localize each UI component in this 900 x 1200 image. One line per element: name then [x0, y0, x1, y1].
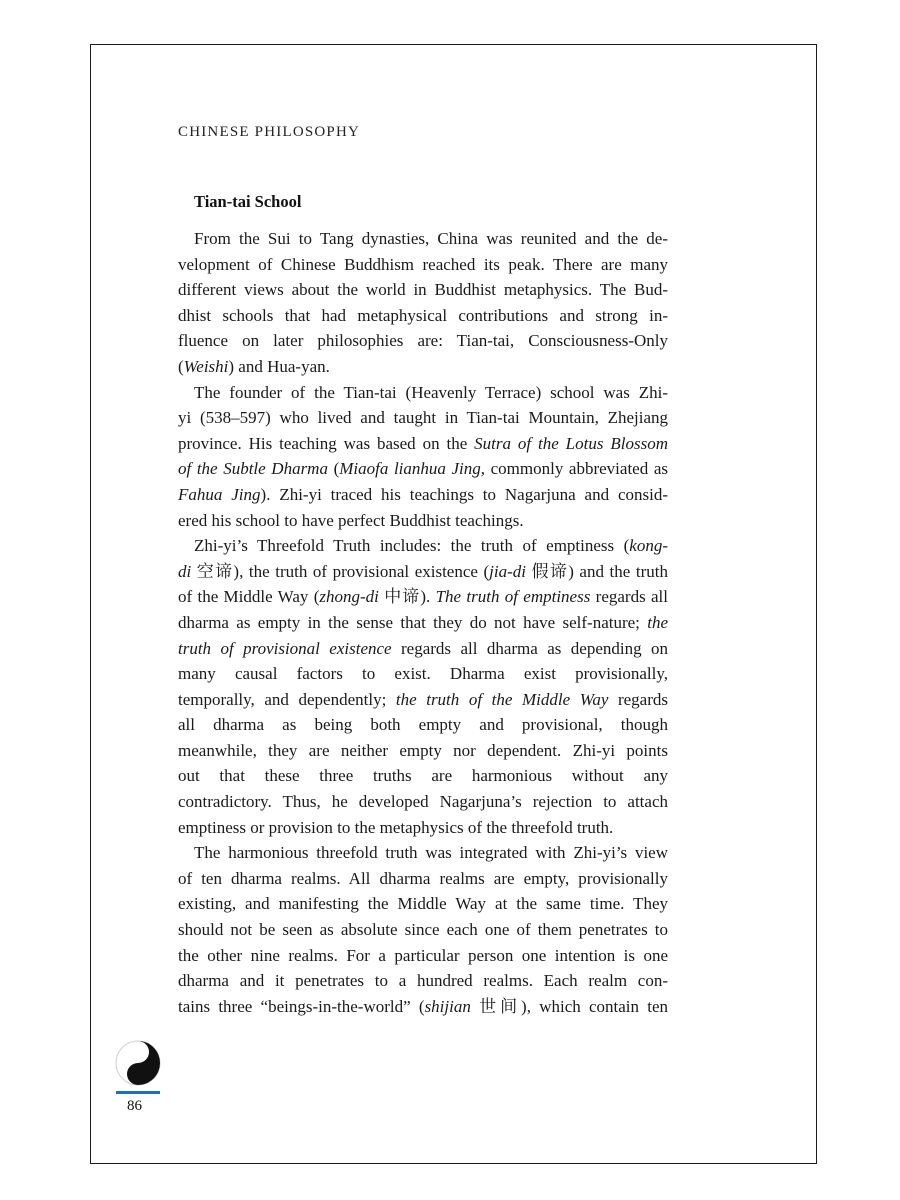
- text-span: ). Zhi-yi traced his teachings to Nagarjuna and consid-: [260, 484, 669, 504]
- text-span: 空谛), the truth of provisional existence (: [191, 561, 490, 581]
- text-line: [178, 380, 668, 406]
- text-line: [178, 482, 668, 508]
- text-line: [178, 456, 668, 482]
- italic-span: Weishi: [183, 356, 229, 376]
- text-span: Zhi-yi’s Threefold Truth includes: the truth of emptiness (: [194, 536, 630, 556]
- text-span: , commonly abbreviated as: [480, 459, 668, 479]
- text-line: [178, 533, 668, 559]
- text-line: [178, 687, 668, 713]
- text-span: different views about the world in Buddhist metaphysics. The Bud-: [178, 280, 668, 300]
- footer-rule: [116, 1091, 160, 1094]
- text-span: The founder of the Tian-tai (Heavenly Terrace) school was Zhi-: [194, 382, 668, 402]
- text-line: [178, 584, 668, 610]
- italic-span: truth of provisional existence: [178, 638, 392, 658]
- running-head: CHINESE PHILOSOPHY: [178, 124, 361, 140]
- italic-span: of the Subtle Dharma: [178, 459, 328, 479]
- text-line: [178, 712, 668, 738]
- text-span: regards all: [590, 587, 668, 607]
- text-span: 假谛) and the truth: [526, 561, 668, 581]
- text-line: [178, 943, 668, 969]
- text-line: [178, 328, 668, 354]
- text-line: [178, 789, 668, 815]
- text-span: regards: [608, 689, 668, 709]
- text-line: [178, 252, 668, 278]
- text-span: 中谛).: [378, 587, 436, 607]
- text-line: [178, 763, 668, 789]
- text-span: of the Middle Way (: [178, 587, 320, 607]
- text-span: From the Sui to Tang dynasties, China was reunited and the de-: [194, 229, 668, 248]
- italic-span: The truth of emptiness: [435, 587, 591, 607]
- italic-span: Miaofa lianhua Jing: [339, 459, 481, 479]
- text-line: [178, 559, 668, 585]
- text-line: [178, 636, 668, 662]
- text-line: [178, 815, 668, 841]
- text-span: many causal factors to exist. Dharma exist provisionally,: [178, 664, 668, 684]
- text-span: 世间), which contain ten: [470, 996, 669, 1016]
- text-line: [178, 508, 668, 534]
- italic-span: shijian: [424, 996, 471, 1016]
- text-line: [178, 968, 668, 994]
- text-span: temporally, and dependently;: [178, 689, 396, 709]
- text-span: the other nine realms. For a particular person one intention is one: [178, 945, 668, 965]
- text-span: yi (538–597) who lived and taught in Tian-tai Mountain, Zhejiang: [178, 408, 668, 428]
- text-span: regards all dharma as depending on: [391, 638, 668, 658]
- italic-span: the: [647, 612, 668, 632]
- text-span: ered his school to have perfect Buddhist teachings.: [178, 510, 524, 530]
- yin-yang-icon: [115, 1040, 161, 1086]
- text-span: of ten dharma realms. All dharma realms are empty, provisionally: [178, 868, 668, 888]
- text-line: [178, 738, 668, 764]
- italic-span: di: [178, 561, 192, 581]
- text-line: [178, 303, 668, 329]
- text-span: The harmonious threefold truth was integrated with Zhi-yi’s view: [194, 843, 668, 863]
- italic-span: the truth of the Middle Way: [395, 689, 609, 709]
- text-line: [178, 917, 668, 943]
- text-span: (: [327, 459, 340, 479]
- text-span: (: [178, 356, 184, 376]
- text-span: dharma as empty in the sense that they do not have self-nature;: [178, 612, 648, 632]
- text-line: [178, 610, 668, 636]
- text-line: [178, 354, 668, 380]
- text-span: dharma and it penetrates to a hundred realms. Each realm con-: [178, 971, 668, 991]
- text-span: emptiness or provision to the metaphysics of the threefold truth.: [178, 817, 614, 837]
- text-line: [178, 840, 668, 866]
- text-span: dhist schools that had metaphysical contributions and strong in-: [178, 305, 668, 325]
- text-span: velopment of Chinese Buddhism reached its peak. There are many: [178, 254, 668, 274]
- text-line: [178, 891, 668, 917]
- text-line: [178, 431, 668, 457]
- text-span: fluence on later philosophies are: Tian-tai, Consciousness-Only: [178, 331, 668, 351]
- text-span: contradictory. Thus, he developed Nagarjuna’s rejection to attach: [178, 792, 668, 812]
- text-span: should not be seen as absolute since each one of them penetrates to: [178, 920, 668, 940]
- text-span: all dharma as being both empty and provisional, though: [178, 715, 668, 735]
- text-line: [178, 661, 668, 687]
- text-span: tains three “beings-in-the-world” (: [178, 996, 425, 1016]
- text-span: ) and Hua-yan.: [228, 356, 330, 376]
- text-line: [178, 277, 668, 303]
- text-span: out that these three truths are harmonious without any: [178, 766, 668, 786]
- italic-span: Sutra of the Lotus Blossom: [474, 433, 668, 453]
- text-line: [178, 994, 668, 1020]
- text-line: [178, 866, 668, 892]
- italic-span: kong-: [629, 536, 668, 556]
- italic-span: jia-di: [489, 561, 527, 581]
- text-line: [178, 226, 668, 252]
- body-text: [178, 226, 668, 1019]
- italic-span: zhong-di: [319, 587, 379, 607]
- italic-span: Fahua Jing: [178, 484, 261, 504]
- section-heading: Tian-tai School: [194, 192, 302, 211]
- text-line: [178, 405, 668, 431]
- text-span: province. His teaching was based on the: [178, 433, 475, 453]
- page-number: 86: [127, 1098, 142, 1114]
- text-span: meanwhile, they are neither empty nor dependent. Zhi-yi points: [178, 740, 668, 760]
- text-span: existing, and manifesting the Middle Way at the same time. They: [178, 894, 668, 914]
